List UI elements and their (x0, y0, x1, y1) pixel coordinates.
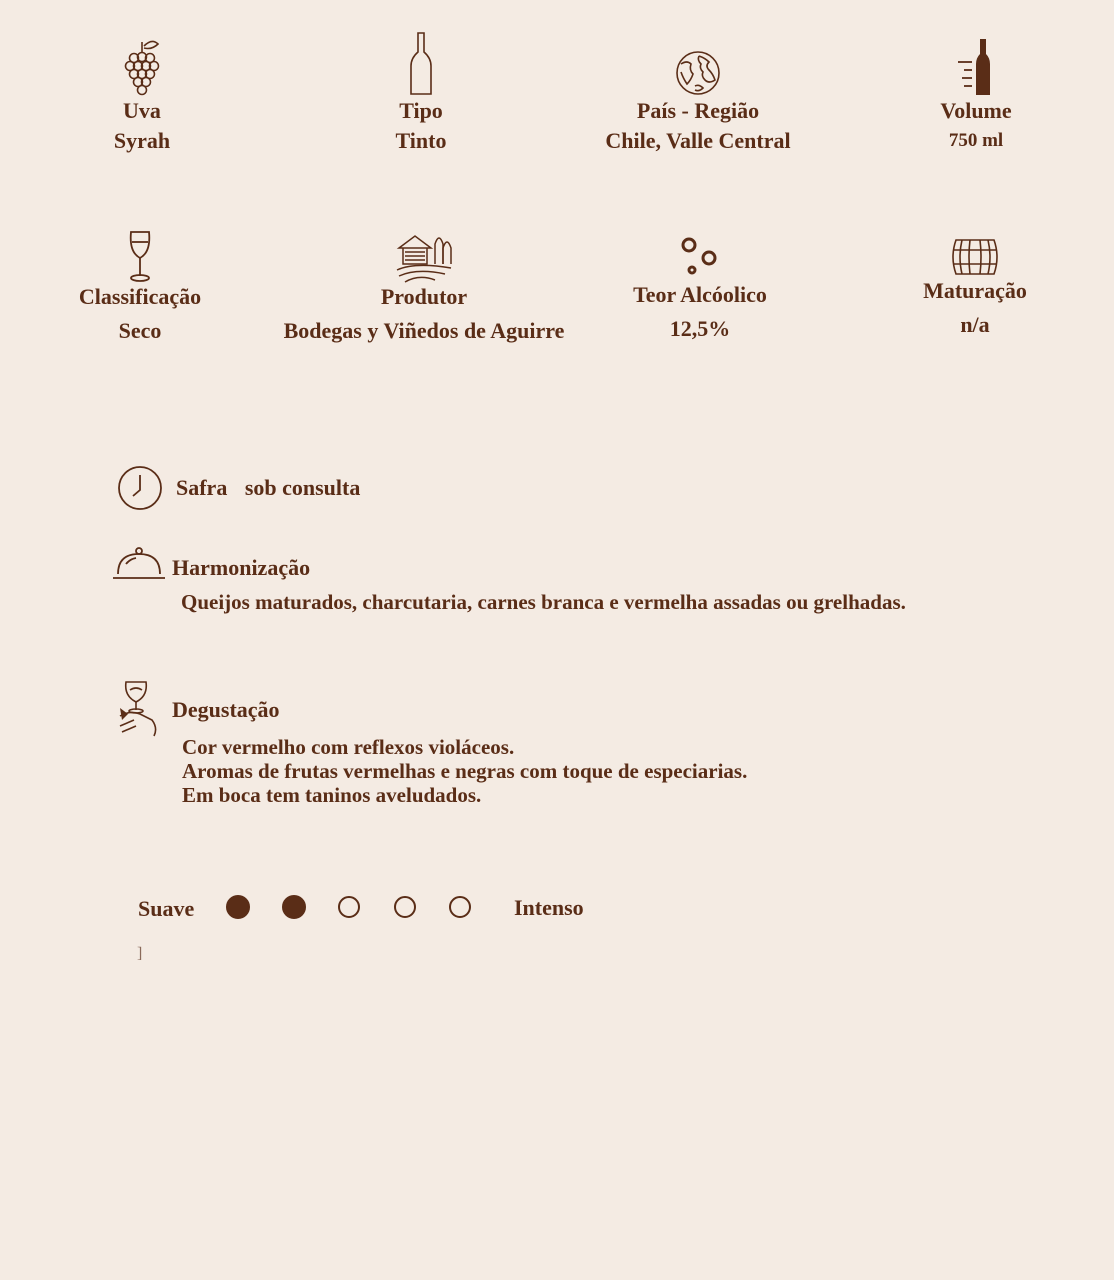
stray-bracket: ] (137, 945, 143, 962)
spec-producer (274, 230, 574, 346)
tasting-line: Cor vermelho com reflexos violáceos. (182, 735, 515, 759)
spec-region (548, 50, 848, 156)
spec-grape-value: Syrah (113, 128, 171, 153)
tasting-notes (182, 735, 747, 807)
intensity-dot-empty (338, 896, 360, 918)
spec-type (271, 32, 571, 156)
spec-alcohol (550, 236, 850, 344)
intensity-dot-filled (282, 895, 306, 919)
barrel-icon (950, 238, 1000, 276)
spec-classification (0, 230, 290, 346)
pairing-text: Queijos maturados, charcutaria, carnes branca e vermelha assadas ou grelhadas. (181, 590, 906, 614)
spec-maturation-value: n/a (960, 312, 990, 337)
intensity-dot-empty (449, 896, 471, 918)
vintage-row (176, 475, 360, 501)
tasting-line: Aromas de frutas vermelhas e negras com toque de especiarias. (182, 759, 748, 783)
clock-icon (117, 465, 163, 511)
spec-classification-label: Classificação (78, 284, 202, 309)
spec-volume-label: Volume (940, 98, 1012, 123)
bottle-volume-icon (956, 38, 996, 96)
vintage-value: sob consulta (244, 475, 361, 500)
spec-maturation-label: Maturação (923, 278, 1027, 303)
pairing-label: Harmonização (172, 555, 311, 580)
spec-grape (0, 38, 292, 156)
bottle-outline-icon (409, 32, 433, 96)
tasting-hand-icon (116, 680, 160, 738)
spec-classification-value: Seco (118, 318, 162, 343)
intensity-dot-filled (226, 895, 250, 919)
globe-icon (675, 50, 721, 96)
bubbles-icon (680, 236, 720, 280)
spec-type-value: Tinto (395, 128, 447, 153)
spec-volume (826, 38, 1114, 156)
spec-producer-label: Produtor (380, 284, 468, 309)
intensity-min-label: Suave (138, 896, 195, 921)
spec-type-label: Tipo (399, 98, 443, 123)
tasting-label: Degustação (172, 697, 280, 722)
intensity-max-label: Intenso (514, 895, 584, 920)
spec-region-value: Chile, Valle Central (605, 128, 791, 153)
spec-producer-value: Bodegas y Viñedos de Aguirre (283, 318, 565, 343)
winery-icon (395, 230, 453, 282)
spec-maturation (825, 238, 1114, 340)
spec-volume-value: 750 ml (948, 130, 1004, 151)
spec-grape-label: Uva (123, 98, 161, 123)
spec-alcohol-value: 12,5% (669, 316, 731, 341)
spec-region-label: País - Região (636, 98, 760, 123)
spec-alcohol-label: Teor Alcóolico (633, 282, 767, 307)
grape-icon (122, 38, 162, 96)
tasting-line: Em boca tem taninos aveludados. (182, 783, 482, 807)
wine-glass-icon (128, 230, 152, 282)
cloche-icon (112, 546, 166, 580)
vintage-label: Safra (176, 475, 228, 500)
intensity-dot-empty (394, 896, 416, 918)
